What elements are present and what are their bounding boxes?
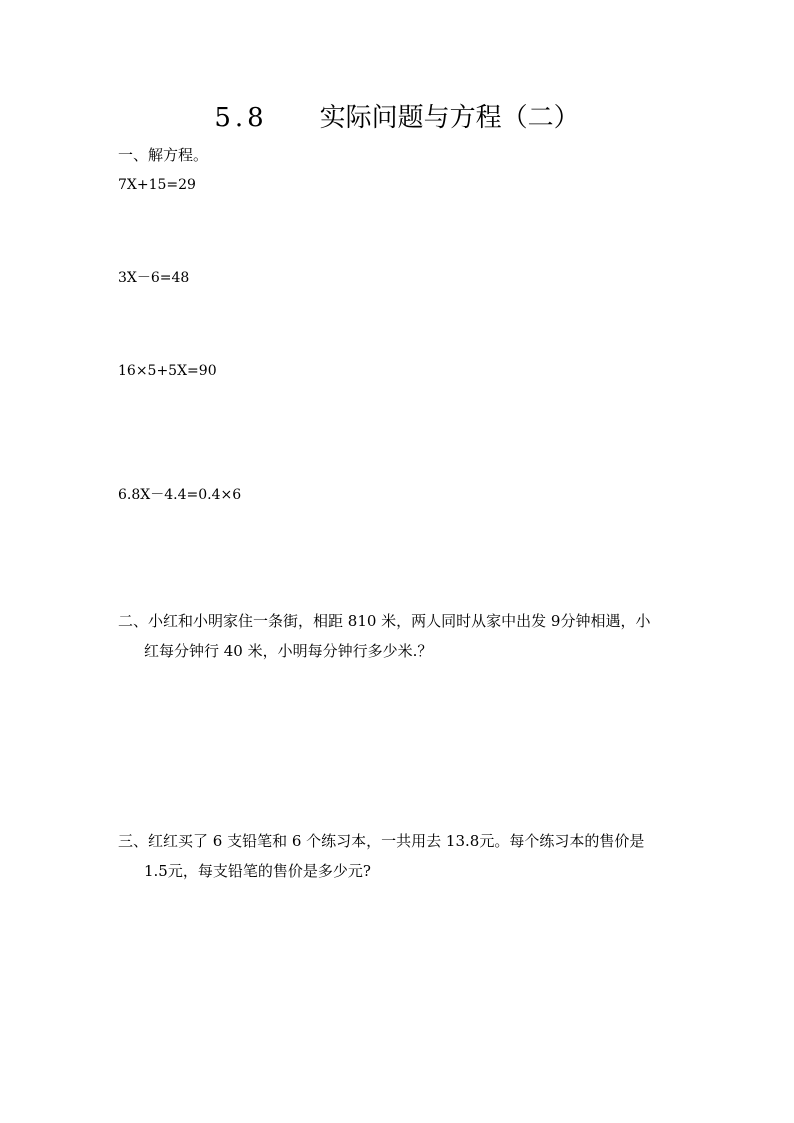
word-problem-2-line-2: 红每分钟行 40 米，小明每分钟行多少米.？ bbox=[144, 642, 433, 660]
part1-heading: 一、解方程。 bbox=[118, 146, 209, 164]
equation-3: 16×5+5X=90 bbox=[118, 363, 217, 379]
word-problem-3-line-2: 1.5元，每支铅笔的售价是多少元? bbox=[144, 862, 371, 880]
word-problem-3-line-1: 三、红红买了 6 支铅笔和 6 个练习本，一共用去 13.8元。每个练习本的售价是 bbox=[118, 832, 645, 850]
equation-4: 6.8X－4.4=0.4×6 bbox=[118, 487, 242, 503]
word-problem-2 bbox=[118, 606, 688, 666]
equation-2: 3X－6=48 bbox=[118, 270, 190, 286]
equation-1: 7X+15=29 bbox=[118, 177, 196, 193]
page-title bbox=[0, 100, 794, 136]
word-problem-2-line-1: 二、小红和小明家住一条街，相距 810 米，两人同时从家中出发 9分钟相遇，小 bbox=[118, 612, 651, 630]
title-section-number: 5.8 bbox=[214, 103, 268, 133]
title-text: 实际问题与方程（二） bbox=[319, 103, 580, 133]
word-problem-3 bbox=[118, 826, 688, 886]
